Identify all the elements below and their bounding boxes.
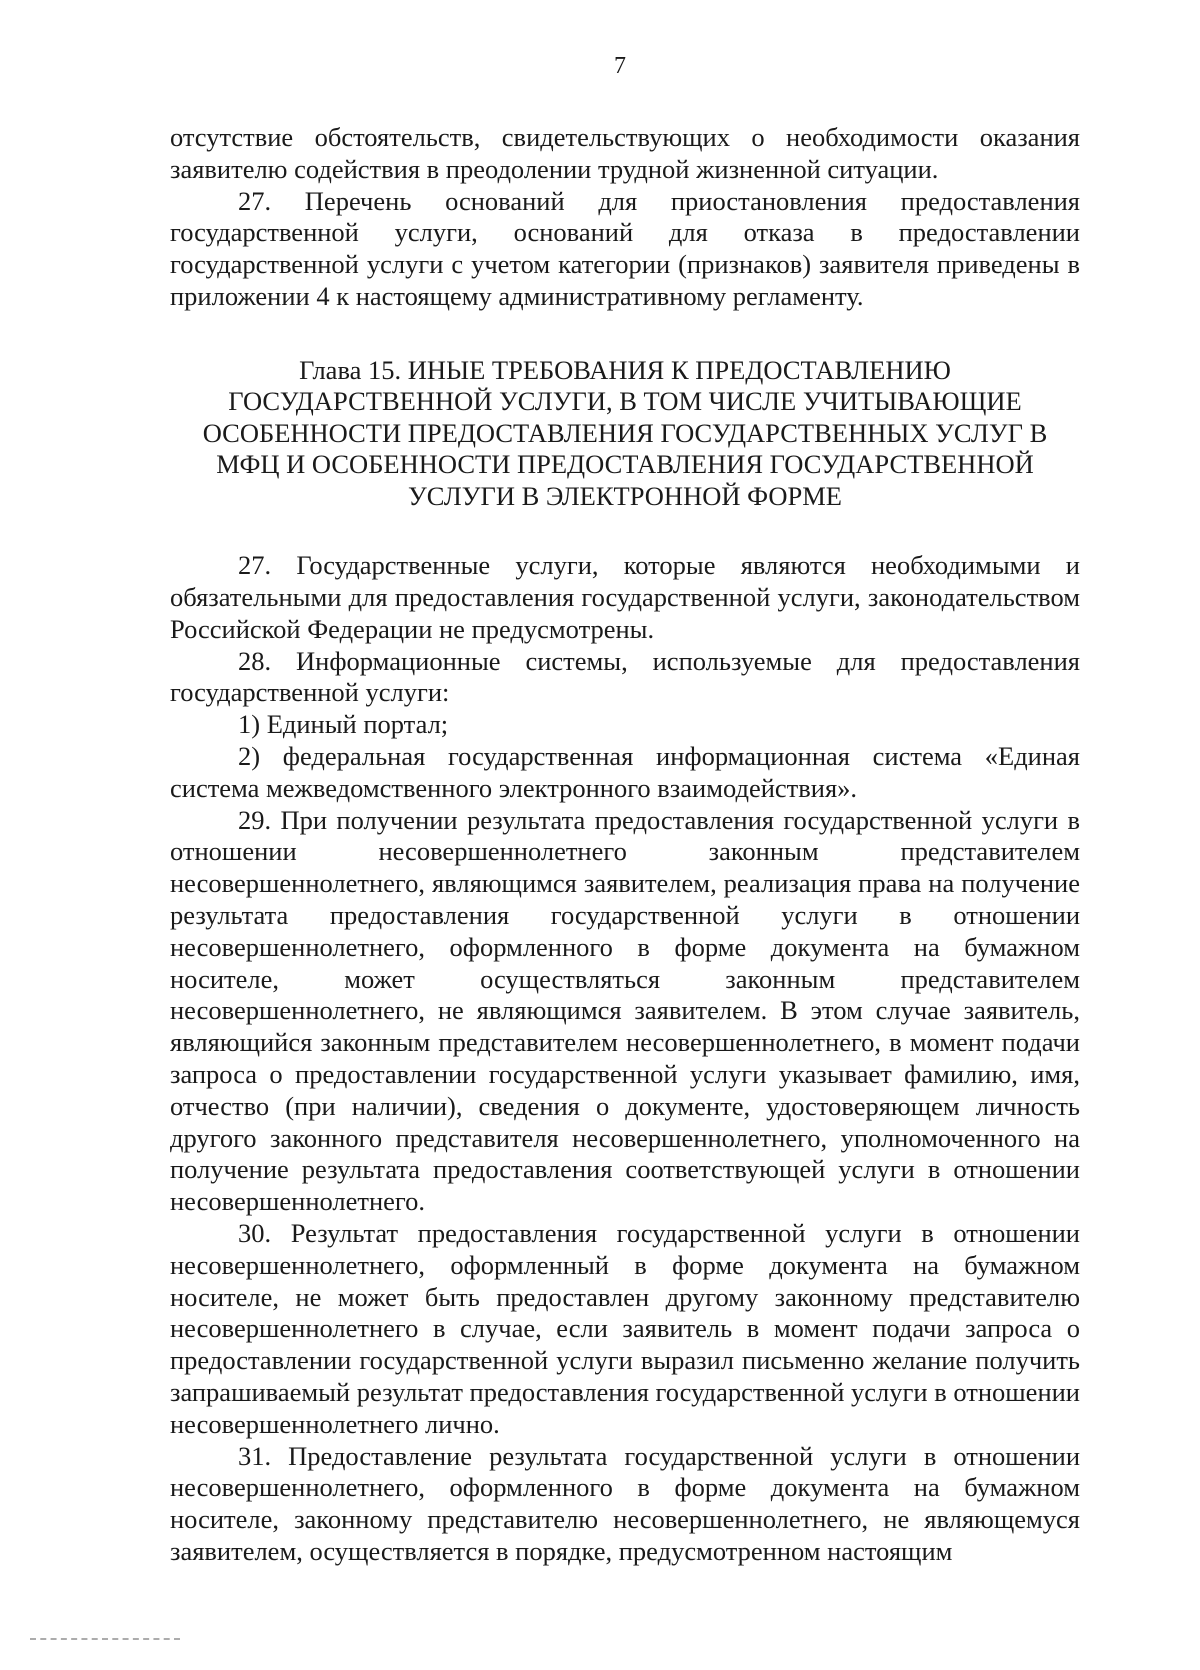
- list-item-smev: 2) федеральная государственная информационная система «Единая система межведомственного электронного взаимодействия».: [170, 741, 1080, 803]
- paragraph-31: 31. Предоставление результата государственной услуги в отношении несовершеннолетнего, оформленного в форме документа на бумажном носителе, законному представителю несовершеннолетнего, не являющемуся заявителем, осуществляется в порядке, предусмотренном настоящим: [170, 1440, 1080, 1566]
- paragraph-30: 30. Результат предоставления государственной услуги в отношении несовершеннолетнего, оформленный в форме документа на бумажном носителе, не может быть предоставлен другому законному представителю несовершеннолетнего в случае, если заявитель в момент подачи запроса о предоставлении государственной услуги выразил письменно желание получить запрашиваемый результат предоставления государственной услуги в отношении несовершеннолетнего лично.: [170, 1218, 1080, 1439]
- heading-line: МФЦ И ОСОБЕННОСТИ ПРЕДОСТАВЛЕНИЯ ГОСУДАРСТВЕННОЙ: [216, 449, 1034, 480]
- paragraph-28-systems: 28. Информационные системы, используемые для предоставления государственной услуги:: [170, 645, 1080, 708]
- heading-line: ГОСУДАРСТВЕННОЙ УСЛУГИ, В ТОМ ЧИСЛЕ УЧИТЫВАЮЩИЕ: [228, 386, 1022, 417]
- heading-line: ОСОБЕННОСТИ ПРЕДОСТАВЛЕНИЯ ГОСУДАРСТВЕННЫХ УСЛУГ В: [202, 417, 1048, 448]
- heading-line: УСЛУГИ В ЭЛЕКТРОННОЙ ФОРМЕ: [407, 480, 842, 511]
- paragraph-29: 29. При получении результата предоставления государственной услуги в отношении несовершеннолетнего законным представителем несовершеннолетнего, являющимся заявителем, реализация права на получение результата предоставления государственной услуги в отношении несовершеннолетнего, оформленного в форме документа на бумажном носителе, может осуществляться законным представителем несовершеннолетнего, не являющимся заявителем. В этом случае заявитель, являющийся законным представителем несовершеннолетнего, в момент подачи запроса о предоставлении государственной услуги указывает фамилию, имя, отчество (при наличии), сведения о документе, удостоверяющем личность другого законного представителя несовершеннолетнего, уполномоченного на получение результата предоставления соответствующей услуги в отношении несовершеннолетнего.: [170, 804, 1080, 1217]
- document-body: [170, 122, 1080, 1568]
- page-number: 7: [614, 53, 626, 79]
- chapter-heading: [170, 355, 1080, 513]
- heading-line: Глава 15. ИНЫЕ ТРЕБОВАНИЯ К ПРЕДОСТАВЛЕНИЮ: [299, 354, 951, 385]
- paragraph-27-grounds: 27. Перечень оснований для приостановления предоставления государственной услуги, оснований для отказа в предоставлении государственной услуги с учетом категории (признаков) заявителя приведены в приложении 4 к настоящему административному регламенту.: [170, 185, 1080, 311]
- scan-artifact: [30, 1638, 180, 1643]
- paragraph-continuation: отсутствие обстоятельств, свидетельствующих о необходимости оказания заявителю содействия в преодолении трудной жизненной ситуации.: [170, 122, 1080, 184]
- list-item-portal: 1) Единый портал;: [238, 709, 449, 740]
- paragraph-27-services: 27. Государственные услуги, которые являются необходимыми и обязательными для предоставления государственной услуги, законодательством Российской Федерации не предусмотрены.: [170, 550, 1080, 644]
